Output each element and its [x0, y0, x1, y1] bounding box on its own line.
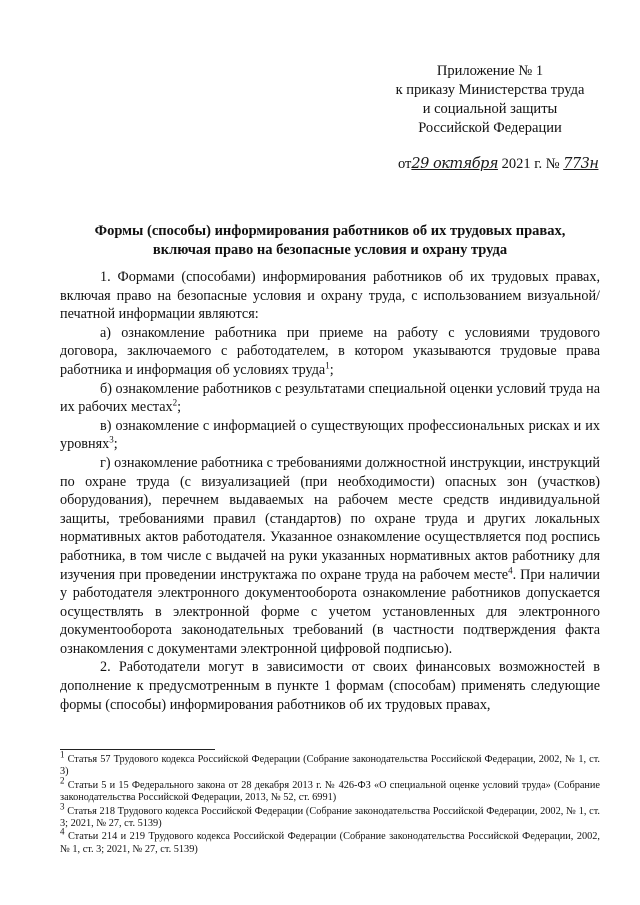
- footnote-text: Статьи 214 и 219 Трудового кодекса Российской Федерации (Собрание законодательства Российской Федерации, 2002, № 1, ст. 3; 2021, № 27, ст. 5139): [60, 831, 600, 855]
- footnote-ref-2: 2: [172, 397, 178, 408]
- footnotes: [60, 749, 601, 857]
- footnote-mark: 3: [60, 801, 65, 812]
- footnote-mark: 1: [60, 749, 65, 760]
- paragraph-1-text: 1. Формами (способами) информирования работников об их трудовых правах, включая право на безопасные условия и охрану труда, с использованием визуальной/печатной информации являются:: [60, 269, 600, 323]
- footnote-ref-4: 4: [508, 564, 513, 575]
- footnote-text: Статьи 5 и 15 Федерального закона от 28 декабря 2013 г. № 426-ФЗ «О специальной оценке условий труда» (Собрание законодательства Российской Федерации, 2013, № 52, ст. 6991): [60, 779, 600, 804]
- item-a-end: ;: [329, 361, 334, 378]
- order-date-line: [398, 155, 598, 174]
- item-a: [60, 324, 600, 380]
- footnote-2: [60, 775, 600, 805]
- footnote-1: [60, 749, 601, 779]
- appendix-number: Приложение № 1: [436, 63, 544, 79]
- order-reference: к приказу Министерства труда: [395, 82, 585, 98]
- footnote-divider: [60, 749, 215, 750]
- item-b-text: б) ознакомление работников с результатами специальной оценки условий труда на их рабочих местах: [60, 380, 600, 416]
- title-line-1: Формы (способы) информирования работников об их трудовых правах,: [94, 223, 566, 239]
- paragraph-2: [60, 658, 600, 714]
- item-b: [60, 380, 600, 417]
- title-line-2: включая право на безопасные условия и охрану труда: [152, 242, 508, 258]
- item-a-text: а) ознакомление работника при приеме на работу с условиями трудового договора, заключаемого с работодателем, в котором указываются трудовые права работника и информация об условиях труда: [60, 324, 600, 378]
- item-c-text: в) ознакомление с информацией о существующих профессиональных рисках и их уровнях: [60, 417, 600, 453]
- appendix-header: [380, 62, 600, 138]
- footnote-text: Статья 57 Трудового кодекса Российской Федерации (Собрание законодательства Российской Федерации, 2002, № 1, ст. 3): [60, 754, 601, 778]
- footnote-text: Статья 218 Трудового кодекса Российской Федерации (Собрание законодательства Российской Федерации, 2002, № 1, ст. 3; 2021, № 27, ст. 5139): [60, 805, 600, 830]
- paragraph-1: [60, 268, 600, 324]
- handwritten-date: 29 октября: [411, 156, 498, 172]
- item-d-text-1: г) ознакомление работника с требованиями должностной инструкции, инструкций по охране труда (с визуализацией (при необходимости) опасных зон (участков) оборудования), перечнем выдаваемых на рабочем месте средств индивидуальной защиты, требованиями правил (стандартов) по охране труда и других локальных нормативных актов работодателя. Указанное ознакомление осуществляется под роспись работника, в том числе с выдачей на руки указанных нормативных актов работнику для изучения при проведении инструктажа по охране труда на рабочем месте: [60, 454, 600, 583]
- footnote-ref-3: 3: [109, 434, 114, 445]
- item-c: [60, 417, 600, 454]
- item-b-end: ;: [177, 399, 182, 416]
- handwritten-order-number: 773н: [563, 156, 599, 172]
- country-line: Российской Федерации: [418, 120, 562, 136]
- item-c-end: ;: [113, 436, 118, 453]
- order-year: 2021 г. №: [497, 156, 564, 172]
- ministry-line: и социальной защиты: [422, 101, 558, 117]
- footnote-ref-1: 1: [325, 360, 330, 371]
- footnote-mark: 2: [60, 775, 65, 786]
- item-d: [60, 454, 600, 659]
- order-prefix: от: [398, 156, 412, 172]
- document-title: [60, 222, 600, 260]
- footnote-3: [60, 801, 600, 831]
- paragraph-2-text: 2. Работодатели могут в зависимости от своих финансовых возможностей в дополнение к предусмотренным в пункте 1 формам (способам) применять следующие формы (способы) информирования работников об их трудовых правах,: [60, 659, 600, 713]
- item-d-text-2: . При наличии у работодателя электронного документооборота ознакомление работников допускается осуществлять в электронной форме с учетом установленных для электронного документооборота законодательных требований (в частности подтверждения факта ознакомления с документами электронной цифровой подписью).: [60, 566, 600, 657]
- footnote-4: [60, 827, 600, 856]
- footnote-mark: 4: [60, 827, 65, 838]
- document-body: [60, 268, 600, 714]
